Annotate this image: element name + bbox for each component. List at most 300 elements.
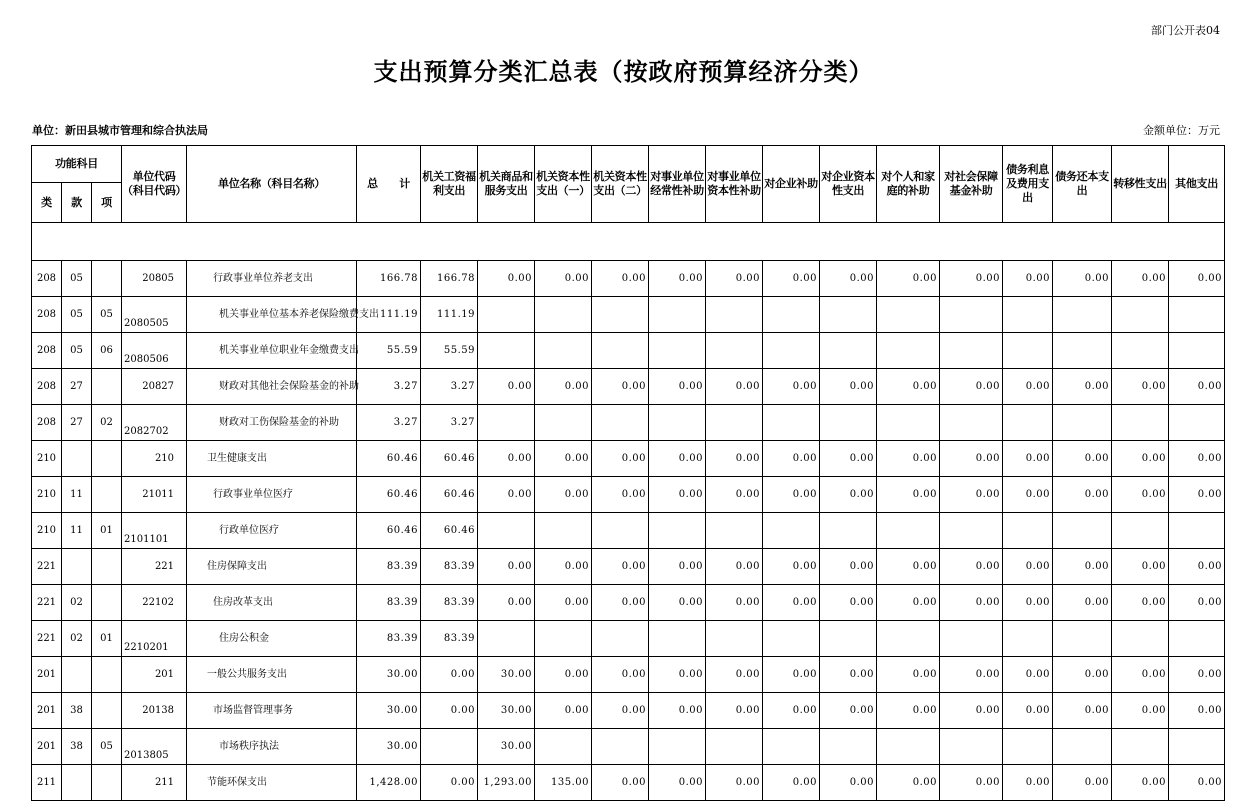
cell-xiang (92, 477, 122, 513)
cell-name (187, 585, 357, 621)
cell-lei: 208 (32, 405, 62, 441)
cell-xiang (92, 549, 122, 585)
cell-xiang: 05 (92, 729, 122, 765)
cell-value (763, 621, 820, 657)
cell-name (187, 657, 357, 693)
cell-value: 0.00 (940, 477, 1003, 513)
cell-code (122, 441, 187, 477)
cell-xiang (92, 765, 122, 801)
expenditure-table (31, 145, 1225, 801)
header-col: 对社会保障基金补助 (940, 146, 1003, 223)
cell-value: 1,293.00 (478, 765, 535, 801)
cell-total: 55.59 (357, 333, 421, 369)
cell-value (535, 333, 592, 369)
cell-value: 0.00 (535, 585, 592, 621)
cell-value: 0.00 (535, 693, 592, 729)
header-col: 债务还本支出 (1053, 146, 1112, 223)
cell-value: 0.00 (649, 549, 706, 585)
cell-name (187, 261, 357, 297)
name-text: 住房保障支出 (207, 560, 268, 572)
cell-value (820, 405, 877, 441)
cell-value: 0.00 (706, 477, 763, 513)
header-unit-name: 单位名称（科目名称） (187, 146, 357, 223)
cell-value: 0.00 (1112, 693, 1169, 729)
cell-value: 0.00 (592, 441, 649, 477)
cell-xiang (92, 585, 122, 621)
cell-value (706, 405, 763, 441)
cell-value: 0.00 (1053, 585, 1112, 621)
cell-value: 0.00 (820, 765, 877, 801)
cell-lei: 221 (32, 621, 62, 657)
cell-xiang (92, 369, 122, 405)
cell-value: 0.00 (940, 549, 1003, 585)
cell-value: 0.00 (1169, 369, 1225, 405)
cell-value: 0.00 (649, 477, 706, 513)
cell-value: 0.00 (1003, 477, 1053, 513)
cell-value (1003, 405, 1053, 441)
table-row (32, 513, 1225, 549)
cell-kuan (62, 765, 92, 801)
cell-kuan: 02 (62, 621, 92, 657)
cell-lei: 208 (32, 297, 62, 333)
cell-value (478, 333, 535, 369)
cell-value (706, 513, 763, 549)
cell-value: 0.00 (1053, 441, 1112, 477)
table-row (32, 333, 1225, 369)
cell-value: 0.00 (940, 441, 1003, 477)
cell-code (122, 333, 187, 369)
cell-value (877, 333, 940, 369)
cell-code (122, 477, 187, 513)
header-spacer (32, 223, 1225, 261)
cell-value (592, 297, 649, 333)
cell-xiang: 02 (92, 405, 122, 441)
cell-value: 0.00 (1169, 261, 1225, 297)
code-text: 221 (154, 561, 175, 572)
cell-value (649, 621, 706, 657)
cell-value: 0.00 (535, 261, 592, 297)
code-text: 2210201 (124, 642, 169, 653)
cell-value: 0.00 (1169, 693, 1225, 729)
cell-value (535, 297, 592, 333)
table-row (32, 585, 1225, 621)
name-text: 行政事业单位养老支出 (213, 272, 314, 284)
cell-name (187, 333, 360, 369)
cell-code (122, 549, 187, 585)
cell-total: 83.39 (357, 585, 421, 621)
cell-value: 135.00 (535, 765, 592, 801)
cell-value: 0.00 (940, 261, 1003, 297)
cell-name (187, 513, 357, 549)
cell-value: 0.00 (706, 369, 763, 405)
cell-value (763, 333, 820, 369)
cell-value (592, 729, 649, 765)
cell-value: 0.00 (1003, 369, 1053, 405)
cell-value: 0.00 (535, 657, 592, 693)
cell-kuan: 05 (62, 261, 92, 297)
cell-kuan (62, 549, 92, 585)
cell-value: 0.00 (1003, 657, 1053, 693)
cell-total: 83.39 (357, 549, 421, 585)
cell-value: 0.00 (649, 585, 706, 621)
cell-lei: 201 (32, 693, 62, 729)
header-col: 债务利息及费用支出 (1003, 146, 1053, 223)
cell-value (706, 729, 763, 765)
cell-value: 0.00 (820, 261, 877, 297)
cell-code (122, 405, 187, 441)
cell-value (940, 513, 1003, 549)
cell-value: 0.00 (940, 693, 1003, 729)
cell-value: 30.00 (478, 729, 535, 765)
cell-value (535, 621, 592, 657)
cell-value: 0.00 (592, 693, 649, 729)
cell-value: 0.00 (535, 441, 592, 477)
cell-value (592, 621, 649, 657)
cell-value (649, 333, 706, 369)
cell-total: 3.27 (357, 405, 421, 441)
cell-name (187, 369, 360, 405)
cell-value: 0.00 (421, 657, 478, 693)
cell-value (940, 333, 1003, 369)
name-text: 一般公共服务支出 (207, 668, 288, 680)
cell-value: 60.46 (421, 513, 478, 549)
cell-value: 0.00 (1112, 549, 1169, 585)
name-text: 节能环保支出 (207, 776, 268, 788)
cell-value (535, 405, 592, 441)
cell-value (1003, 297, 1053, 333)
cell-value: 30.00 (478, 657, 535, 693)
code-text: 22102 (142, 597, 175, 608)
cell-value: 0.00 (1112, 477, 1169, 513)
cell-value: 0.00 (535, 369, 592, 405)
cell-value (877, 297, 940, 333)
cell-value: 0.00 (820, 585, 877, 621)
cell-code (122, 261, 187, 297)
cell-value: 83.39 (421, 585, 478, 621)
code-text: 2080506 (124, 354, 169, 365)
code-text: 210 (154, 453, 175, 464)
cell-value (1053, 513, 1112, 549)
name-text: 住房公积金 (219, 632, 270, 644)
cell-lei: 208 (32, 261, 62, 297)
cell-code (122, 369, 187, 405)
cell-value: 0.00 (1169, 585, 1225, 621)
header-col: 对个人和家庭的补助 (877, 146, 940, 223)
cell-value: 0.00 (478, 441, 535, 477)
cell-value: 0.00 (706, 693, 763, 729)
table-row (32, 765, 1225, 801)
header-func-subject: 功能科目 (32, 146, 122, 183)
cell-value: 0.00 (820, 441, 877, 477)
cell-kuan (62, 657, 92, 693)
cell-value: 0.00 (706, 585, 763, 621)
code-text: 2082702 (124, 426, 169, 437)
cell-name (187, 441, 357, 477)
header-col: 其他支出 (1169, 146, 1225, 223)
cell-value: 0.00 (1112, 369, 1169, 405)
cell-value: 0.00 (763, 585, 820, 621)
code-text: 2101101 (124, 534, 169, 545)
cell-value: 0.00 (649, 693, 706, 729)
cell-value: 0.00 (1112, 585, 1169, 621)
cell-lei: 201 (32, 729, 62, 765)
cell-code (122, 765, 187, 801)
cell-kuan: 11 (62, 513, 92, 549)
cell-xiang: 01 (92, 621, 122, 657)
name-text: 财政对其他社会保险基金的补助 (219, 380, 360, 392)
cell-code (122, 657, 187, 693)
header-col: 对事业单位经常性补助 (649, 146, 706, 223)
cell-xiang (92, 441, 122, 477)
code-text: 21011 (142, 489, 175, 500)
cell-value: 0.00 (478, 477, 535, 513)
cell-value (706, 621, 763, 657)
cell-value: 0.00 (592, 549, 649, 585)
cell-value: 60.46 (421, 477, 478, 513)
cell-value: 0.00 (1169, 549, 1225, 585)
cell-kuan: 38 (62, 729, 92, 765)
cell-value (1112, 513, 1169, 549)
cell-xiang (92, 693, 122, 729)
code-text: 2013805 (124, 750, 169, 761)
table-row (32, 693, 1225, 729)
cell-lei: 208 (32, 333, 62, 369)
cell-value (592, 405, 649, 441)
name-text: 财政对工伤保险基金的补助 (219, 416, 340, 428)
cell-value (940, 621, 1003, 657)
cell-value: 0.00 (1003, 693, 1053, 729)
cell-value: 3.27 (421, 369, 478, 405)
header-xiang: 项 (92, 183, 122, 223)
cell-total: 30.00 (357, 657, 421, 693)
cell-value (940, 729, 1003, 765)
cell-code (122, 621, 187, 657)
cell-code (122, 513, 187, 549)
cell-value (820, 621, 877, 657)
header-unit-code: 单位代码（科目代码） (122, 146, 187, 223)
cell-code (122, 729, 187, 765)
cell-total: 1,428.00 (357, 765, 421, 801)
cell-xiang (92, 261, 122, 297)
table-row (32, 477, 1225, 513)
cell-value: 0.00 (877, 441, 940, 477)
cell-name (187, 405, 357, 441)
cell-value (1169, 405, 1225, 441)
code-text: 211 (154, 777, 175, 788)
cell-code (122, 585, 187, 621)
cell-name (187, 477, 357, 513)
cell-value (1003, 729, 1053, 765)
cell-xiang: 05 (92, 297, 122, 333)
cell-value: 0.00 (649, 441, 706, 477)
cell-value: 3.27 (421, 405, 478, 441)
name-text: 机关事业单位职业年金缴费支出 (219, 344, 360, 356)
cell-kuan (62, 441, 92, 477)
cell-value (1053, 621, 1112, 657)
cell-value: 0.00 (877, 693, 940, 729)
table-body (32, 261, 1225, 801)
cell-value: 0.00 (1053, 693, 1112, 729)
cell-total: 83.39 (357, 621, 421, 657)
cell-value: 0.00 (1053, 261, 1112, 297)
cell-name (187, 297, 380, 333)
cell-value: 0.00 (877, 585, 940, 621)
cell-total: 60.46 (357, 513, 421, 549)
cell-value (1169, 333, 1225, 369)
cell-value (592, 333, 649, 369)
cell-value: 0.00 (1169, 441, 1225, 477)
cell-value: 0.00 (1003, 585, 1053, 621)
cell-value: 0.00 (478, 549, 535, 585)
cell-value (1003, 333, 1053, 369)
header-col: 对企业补助 (763, 146, 820, 223)
header-col: 对企业资本性支出 (820, 146, 877, 223)
cell-value: 0.00 (1169, 657, 1225, 693)
cell-value: 0.00 (535, 477, 592, 513)
cell-value: 0.00 (763, 477, 820, 513)
cell-value: 0.00 (706, 441, 763, 477)
table-row (32, 621, 1225, 657)
unit-label: 单位：新田县城市管理和综合执法局 (32, 124, 208, 137)
cell-xiang: 01 (92, 513, 122, 549)
cell-value: 0.00 (649, 765, 706, 801)
cell-value (763, 405, 820, 441)
cell-total: 111.19 (357, 297, 421, 333)
header-col: 机关资本性支出（二） (592, 146, 649, 223)
cell-value: 0.00 (763, 369, 820, 405)
amount-unit-label: 金额单位：万元 (1143, 124, 1220, 137)
cell-value (478, 297, 535, 333)
cell-value: 0.00 (592, 477, 649, 513)
cell-lei: 201 (32, 657, 62, 693)
code-text: 20138 (142, 705, 175, 716)
cell-value: 0.00 (592, 657, 649, 693)
table-row (32, 657, 1225, 693)
cell-total: 30.00 (357, 693, 421, 729)
cell-value: 0.00 (940, 765, 1003, 801)
cell-value: 166.78 (421, 261, 478, 297)
cell-value (1112, 729, 1169, 765)
cell-value (763, 513, 820, 549)
cell-value (940, 297, 1003, 333)
cell-value (763, 297, 820, 333)
cell-value (1053, 405, 1112, 441)
cell-value: 0.00 (1053, 477, 1112, 513)
cell-value: 83.39 (421, 621, 478, 657)
cell-lei: 210 (32, 477, 62, 513)
cell-value: 0.00 (940, 657, 1003, 693)
cell-value: 0.00 (592, 261, 649, 297)
name-text: 机关事业单位基本养老保险缴费支出 (219, 308, 380, 320)
cell-value: 0.00 (820, 477, 877, 513)
cell-value: 0.00 (1112, 261, 1169, 297)
cell-value (706, 333, 763, 369)
cell-value (478, 405, 535, 441)
cell-value: 0.00 (478, 261, 535, 297)
cell-value (1112, 621, 1169, 657)
cell-value: 0.00 (763, 765, 820, 801)
cell-value: 0.00 (421, 693, 478, 729)
cell-value (1112, 333, 1169, 369)
cell-value: 0.00 (649, 657, 706, 693)
document-number: 部门公开表04 (1151, 24, 1220, 37)
cell-value: 0.00 (478, 585, 535, 621)
cell-value: 0.00 (706, 549, 763, 585)
cell-value (478, 513, 535, 549)
cell-value (820, 513, 877, 549)
cell-value: 0.00 (1112, 441, 1169, 477)
cell-kuan: 27 (62, 405, 92, 441)
cell-value: 0.00 (535, 549, 592, 585)
cell-lei: 211 (32, 765, 62, 801)
cell-value (649, 729, 706, 765)
cell-lei: 221 (32, 585, 62, 621)
cell-total: 30.00 (357, 729, 421, 765)
cell-value: 0.00 (592, 765, 649, 801)
header-col: 对事业单位资本性补助 (706, 146, 763, 223)
cell-value (1053, 333, 1112, 369)
cell-value: 0.00 (1053, 657, 1112, 693)
name-text: 行政单位医疗 (219, 524, 280, 536)
code-text: 2080505 (124, 318, 169, 329)
cell-value (877, 621, 940, 657)
cell-xiang (92, 657, 122, 693)
cell-value: 0.00 (706, 657, 763, 693)
cell-value (421, 729, 478, 765)
cell-value (1169, 729, 1225, 765)
cell-name (187, 621, 357, 657)
cell-value (1003, 621, 1053, 657)
cell-value: 0.00 (1169, 477, 1225, 513)
cell-total: 166.78 (357, 261, 421, 297)
cell-value: 0.00 (706, 261, 763, 297)
cell-value: 0.00 (1053, 369, 1112, 405)
cell-value: 0.00 (1053, 549, 1112, 585)
cell-total: 60.46 (357, 477, 421, 513)
cell-kuan: 27 (62, 369, 92, 405)
cell-value: 0.00 (877, 549, 940, 585)
cell-kuan: 02 (62, 585, 92, 621)
cell-name (187, 693, 357, 729)
cell-value: 0.00 (706, 765, 763, 801)
cell-value (1169, 621, 1225, 657)
table-row (32, 369, 1225, 405)
cell-value: 0.00 (877, 261, 940, 297)
cell-lei: 208 (32, 369, 62, 405)
table-row (32, 549, 1225, 585)
cell-kuan: 38 (62, 693, 92, 729)
code-text: 20805 (142, 273, 175, 284)
cell-value: 0.00 (1003, 765, 1053, 801)
cell-total: 60.46 (357, 441, 421, 477)
cell-lei: 210 (32, 441, 62, 477)
cell-value: 0.00 (478, 369, 535, 405)
cell-value (820, 729, 877, 765)
cell-value: 0.00 (940, 369, 1003, 405)
cell-value (1112, 405, 1169, 441)
table-row (32, 405, 1225, 441)
cell-value (877, 729, 940, 765)
cell-value (649, 513, 706, 549)
cell-value: 0.00 (1003, 549, 1053, 585)
cell-value: 55.59 (421, 333, 478, 369)
cell-value: 0.00 (592, 585, 649, 621)
cell-name (187, 549, 357, 585)
name-text: 住房改革支出 (213, 596, 274, 608)
cell-value: 0.00 (1112, 765, 1169, 801)
cell-value (877, 513, 940, 549)
cell-value: 0.00 (763, 693, 820, 729)
